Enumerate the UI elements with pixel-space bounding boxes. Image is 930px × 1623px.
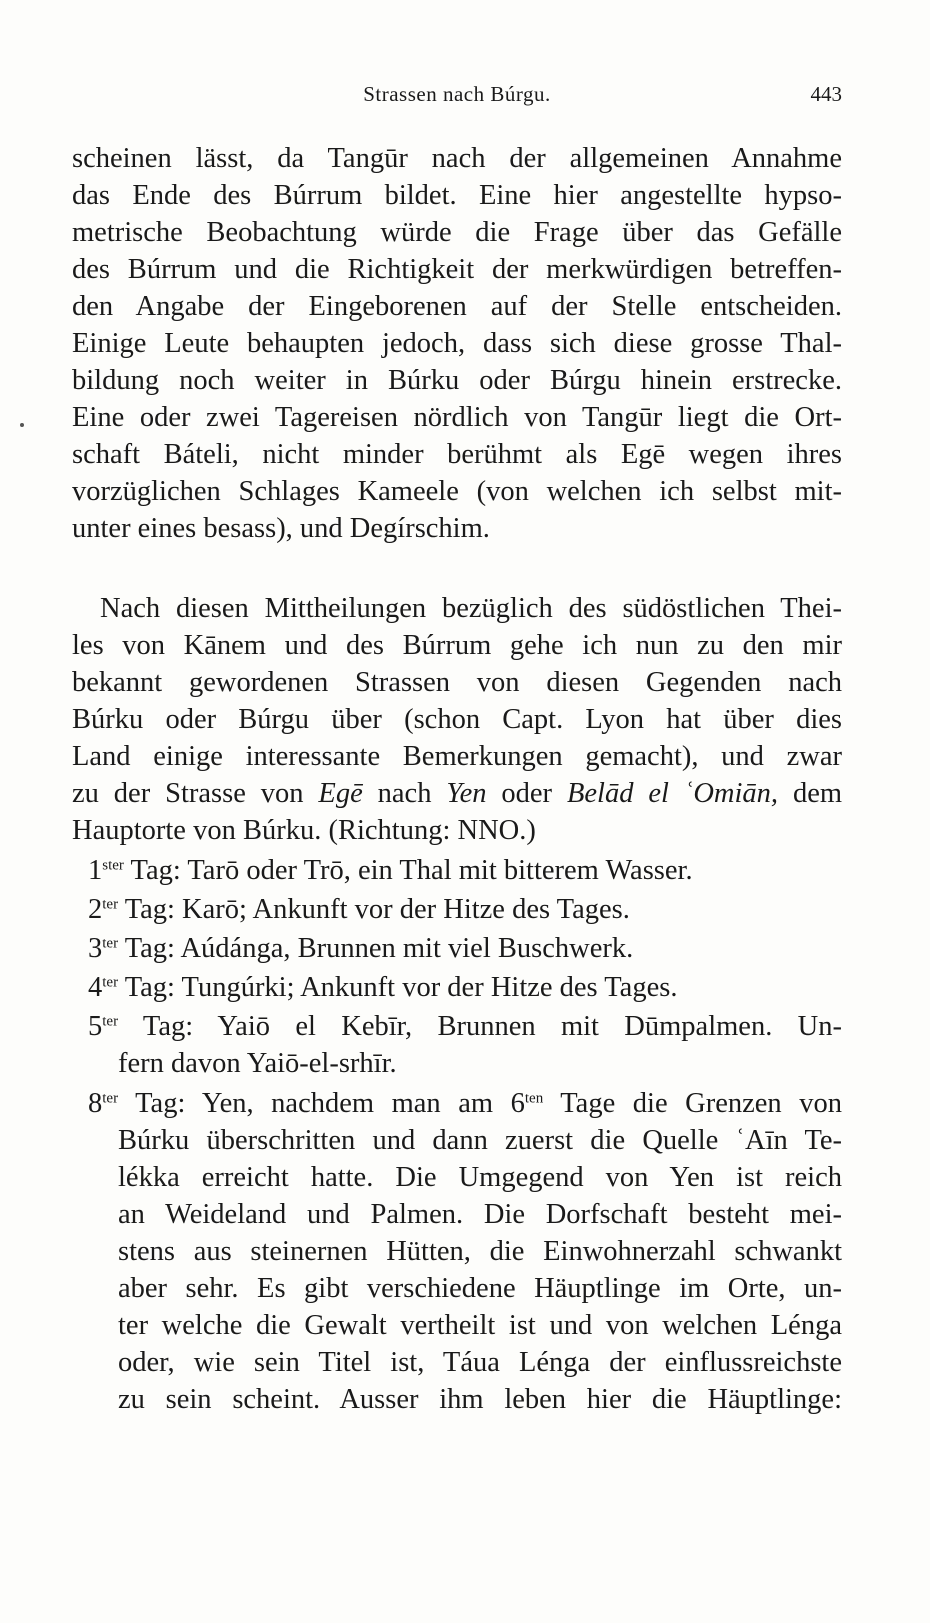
text-run: dem — [778, 778, 843, 809]
text-line: schaft Báteli, nicht minder berühmt als Egē wegen ihres — [72, 439, 842, 470]
text-line: Hauptorte von Búrku. (Richtung: NNO.) — [72, 815, 536, 846]
day-number: 8 — [88, 1088, 103, 1119]
page-number: 443 — [810, 82, 842, 106]
day-number: 5 — [88, 1011, 103, 1042]
ordinal-suffix: ter — [102, 974, 119, 991]
day-entry — [88, 930, 842, 968]
text-line: den Angabe der Eingeborenen auf der Stelle entscheiden. — [72, 291, 842, 322]
margin-mark — [20, 423, 24, 427]
text-run: oder — [486, 778, 567, 809]
text-line: Eine oder zwei Tagereisen nördlich von Tangūr liegt die Ort- — [72, 402, 842, 433]
ordinal-suffix: ter — [102, 935, 119, 952]
ordinal-suffix: ter — [102, 1013, 119, 1030]
day-number: 4 — [88, 972, 103, 1003]
day-text: Tag: Aúdánga, Brunnen mit viel Buschwerk. — [118, 933, 634, 964]
day-continuation: fern davon Yaiō-el-srhīr. — [118, 1048, 397, 1079]
day-text: Tag: Yaiō el Kebīr, Brunnen mit Dūmpalmen. Un- — [118, 1011, 842, 1042]
day-continuation: Búrku überschritten und dann zuerst die Quelle ʿAīn Te- — [118, 1125, 842, 1156]
day-text: Tag: Karō; Ankunft vor der Hitze des Tages. — [118, 894, 630, 925]
day-continuation: lékka erreicht hatte. Die Umgegend von Yen ist reich — [118, 1162, 842, 1193]
running-head — [72, 82, 842, 112]
day-entry — [88, 1008, 842, 1046]
place-name: Belād el ʿOmiān, — [566, 778, 779, 809]
text-line: Land einige interessante Bemerkungen gemacht), und zwar — [72, 741, 842, 772]
day-number: 1 — [88, 855, 103, 886]
day-text: Tage die Grenzen von — [543, 1088, 842, 1119]
running-title: Strassen nach Búrgu. — [363, 82, 551, 106]
day-continuation: ter welche die Gewalt vertheilt ist und von welchen Lénga — [118, 1310, 842, 1341]
text-run: zu der Strasse von — [72, 778, 319, 809]
text-line — [72, 775, 842, 813]
day-continuation: zu sein scheint. Ausser ihm leben hier die Häuptlinge: — [118, 1384, 842, 1415]
text-line: das Ende des Búrrum bildet. Eine hier angestellte hypso- — [72, 180, 842, 211]
day-number: 3 — [88, 933, 103, 964]
day-text: Tag: Yen, nachdem man am 6 — [118, 1088, 525, 1119]
text-line: scheinen lässt, da Tangūr nach der allgemeinen Annahme — [72, 143, 842, 174]
text-line: metrische Beobachtung würde die Frage über das Gefälle — [72, 217, 842, 248]
text-run: nach — [362, 778, 447, 809]
text-line: Búrku oder Búrgu über (schon Capt. Lyon hat über dies — [72, 704, 842, 735]
text-line: des Búrrum und die Richtigkeit der merkwürdigen betreffen- — [72, 254, 842, 285]
place-name: Egē — [318, 778, 363, 809]
text-line: bildung noch weiter in Búrku oder Búrgu hinein erstrecke. — [72, 365, 842, 396]
day-continuation: oder, wie sein Titel ist, Táua Lénga der einflussreichste — [118, 1347, 842, 1378]
text-line: vorzüglichen Schlages Kameele (von welchen ich selbst mit- — [72, 476, 842, 507]
ordinal-suffix: ster — [102, 857, 124, 874]
ordinal-suffix: ter — [102, 896, 119, 913]
ordinal-suffix: ter — [102, 1090, 119, 1107]
place-name: Yen — [446, 778, 487, 809]
text-line: les von Kānem und des Búrrum gehe ich nun zu den mir — [72, 630, 842, 661]
day-entry — [88, 969, 842, 1007]
text-line: bekannt gewordenen Strassen von diesen Gegenden nach — [72, 667, 842, 698]
day-entry — [88, 1085, 842, 1123]
day-text: Tag: Tungúrki; Ankunft vor der Hitze des Tages. — [118, 972, 678, 1003]
day-entry — [88, 891, 842, 929]
day-continuation: aber sehr. Es gibt verschiedene Häuptlinge im Orte, un- — [118, 1273, 842, 1304]
day-text: Tag: Tarō oder Trō, ein Thal mit bitterem Wasser. — [123, 855, 693, 886]
text-line: Nach diesen Mittheilungen bezüglich des südöstlichen Thei- — [100, 593, 842, 624]
text-line: Einige Leute behaupten jedoch, dass sich diese grosse Thal- — [72, 328, 842, 359]
day-number: 2 — [88, 894, 103, 925]
day-continuation: stens aus steinernen Hütten, die Einwohnerzahl schwankt — [118, 1236, 842, 1267]
ordinal-suffix: ten — [524, 1090, 544, 1107]
day-continuation: an Weideland und Palmen. Die Dorfschaft besteht mei- — [118, 1199, 842, 1230]
day-entry — [88, 852, 842, 890]
text-line: unter eines besass), und Degírschim. — [72, 513, 490, 544]
